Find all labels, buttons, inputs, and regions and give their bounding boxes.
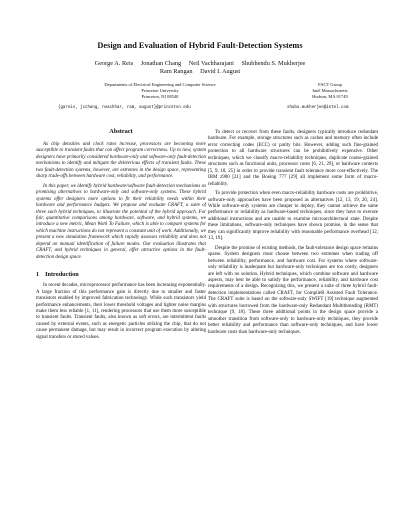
abstract-paragraph: As chip densities and clock rates increase, processors are becoming more susceptible to transient faults that can affect program correctness. Up to now, system designers have primarily considered hardware-only and software-only fault-detection mechanisms to identify and mitigate the deleterious effects of transient faults. These two fault-detection systems, however, are extremes in the design space, representing sharp trade-offs between hardware cost, reliability, and performance. <box>36 142 206 180</box>
affiliation-org: Intel Massachusetts <box>312 88 348 93</box>
body-paragraph: In recent decades, microprocessor performance has been increasing exponentially. A large fraction of this performance gain is directly due to smaller and faster transistors enabled by improved fabrication technology. While such transistors yield performance enhancements, their lower threshold voltages and tighter noise margins make them less reliable [1, 11], rendering processors that use them more susceptible to transient faults. Transient faults, also known as soft errors, are intermittent faults caused by external events, such as energetic particles striking the chip, that do not cause permanent damage, but may result in incorrect program execution by altering signal transfers or stored values. <box>36 283 206 340</box>
author-name: Neil Vachharajani <box>188 60 234 67</box>
affiliation-dept: Departments of Electrical Engineering and Computer Science <box>104 82 216 87</box>
paper-title: Design and Evaluation of Hybrid Fault-Detection Systems <box>97 41 303 50</box>
body-paragraph: Despite the promise of existing methods, the fault-tolerance design space remains sparse. System designers must choose between two extremes when trading off between reliability, performance, and hardware cost. For systems where software-only reliability is inadequate but hardware-only techniques are too costly, designers are left with no solution. Hybrid techniques, which combine software and hardware aspects, may best be able to satisfy the performance, reliability, and hardware cost requirements of a design. Recognizing this, we present a suite of three hybrid fault-detection implementations called CRAFT, for CompileR Assisted Fault Tolerance. The CRAFT suite is based on the software-only SWIFT [19] technique augmented with structures borrowed from the hardware-only Redundant Multithreading (RMT) technique [9, 18]. These three additional points in the design space provide a smoother transition from software-only to hardware-only techniques, they provide better reliability and performance than software-only techniques, and have lower hardware costs than hardware-only techniques. <box>208 245 378 335</box>
affiliation-intel <box>270 82 390 100</box>
section-title: Introduction <box>45 271 79 279</box>
affiliation-place: Hudson, MA 01749 <box>312 94 348 99</box>
author-name: Jonathan Chang <box>140 60 182 67</box>
abstract-heading: Abstract <box>109 128 133 135</box>
author-name: Ram Rangan <box>159 68 193 75</box>
section-heading-introduction <box>36 271 206 279</box>
author-name: Shubhendu S. Mukherjee <box>241 60 306 67</box>
email-intel: shubu.mukherjee@intel.com <box>287 106 349 110</box>
author-name: David I. August <box>200 68 241 75</box>
section-number: 1 <box>36 271 40 279</box>
body-paragraph: To provide protection when even macro-reliability hardware costs are prohibitive, software-only approaches have been proposed as alternatives [12, 13, 19, 20, 24]. While software-only systems are cheaper to deploy, they cannot achieve the same performance or reliability as hardware-based techniques, since they have to execute additional instructions and are unable to examine microarchitectural state. Despite these limitations, software-only techniques have shown promise, in the sense that they can significantly improve reliability with reasonable performance overhead [12, 13, 19]. <box>208 191 378 242</box>
affiliation-princeton <box>80 82 240 100</box>
affiliation-org: Princeton University <box>141 88 179 93</box>
body-paragraph: To detect or recover from these faults, designers typically introduce redundant hardware. For example, storage structures such as caches and memory often include error correcting codes (ECC) or parity bits. However, adding such fine-grained protection to all hardware structures can be prohibitively expensive. Other techniques, which we classify macro-reliability techniques, duplicate coarse-grained structures such as functional units, processor cores [6, 21, 29], or hardware contexts [5, 9, 18, 25] in order to provide transient fault tolerance more cost-effectively. The IBM z900 [21] and the Boeing 777 [29] all implement some form of macro-reliability. <box>208 130 378 187</box>
abstract-paragraph: In this paper, we identify hybrid hardware/software fault-detection mechanisms as promising alternatives to hardware-only and software-only systems. These hybrid systems offer designers more options to fit their reliability needs within their hardware and performance budgets. We propose and evaluate CRAFT, a suite of three such hybrid techniques, to illustrate the potential of the hybrid approach. For fair, quantitative comparisons among hardware, software, and hybrid systems, we introduce a new metric, Mean Work To Failure, which is able to compare systems for which machine instructions do not represent a constant unit of work. Additionally, we present a new simulation framework which rapidly assesses reliability and does not depend on manual identification of failure modes. Our evaluation illustrates that CRAFT, and hybrid techniques in general, offer attractive options in the fault-detection design space. <box>36 183 206 260</box>
right-column <box>208 130 378 336</box>
affiliation-place: Princeton, NJ 08540 <box>141 94 179 99</box>
affiliation-dept: FACT Group <box>318 82 342 87</box>
left-column <box>36 128 206 341</box>
email-princeton: {gareis, jcchang, nvachhar, ram, august}@princeton.edu <box>58 106 191 110</box>
author-list <box>50 60 350 76</box>
abstract-body <box>36 142 206 261</box>
author-name: George A. Reis <box>94 60 134 67</box>
